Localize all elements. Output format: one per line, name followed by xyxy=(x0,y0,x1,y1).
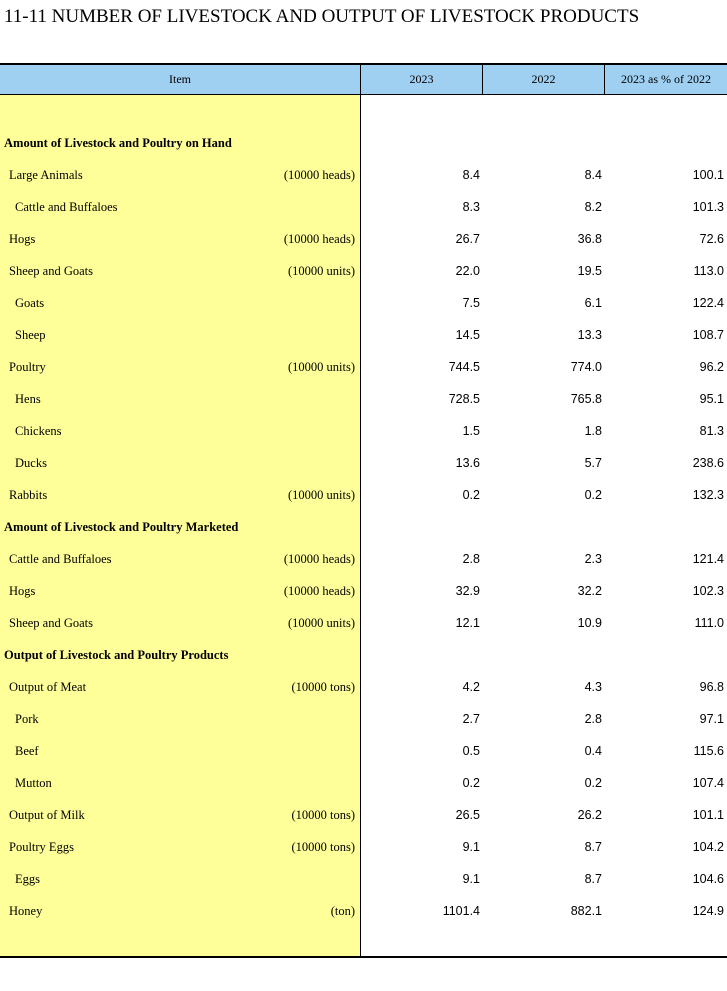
table-row xyxy=(0,223,727,255)
value-2023: 1.5 xyxy=(462,424,480,438)
row-unit: (10000 heads) xyxy=(283,232,355,246)
value-percent: 96.2 xyxy=(699,360,724,374)
value-2022: 13.3 xyxy=(577,328,602,342)
value-2022: 4.3 xyxy=(584,680,602,694)
value-2022: 36.8 xyxy=(577,232,602,246)
value-2023: 14.5 xyxy=(455,328,480,342)
row-unit: (10000 tons) xyxy=(291,680,355,694)
value-percent: 238.6 xyxy=(692,456,724,470)
row-label: Ducks xyxy=(15,456,47,470)
table-row xyxy=(0,863,727,895)
table-row xyxy=(0,159,727,191)
column-divider xyxy=(604,65,605,95)
row-unit: (10000 heads) xyxy=(283,552,355,566)
row-unit: (ton) xyxy=(330,904,355,918)
value-2023: 9.1 xyxy=(462,872,480,886)
table-row xyxy=(0,703,727,735)
table-row xyxy=(0,287,727,319)
row-label: Eggs xyxy=(15,872,40,886)
value-2023: 13.6 xyxy=(455,456,480,470)
row-label: Honey xyxy=(9,904,43,918)
header-item: Item xyxy=(169,72,191,86)
row-label: Rabbits xyxy=(9,488,48,502)
value-percent: 102.3 xyxy=(692,584,724,598)
row-label: Beef xyxy=(15,744,39,758)
row-unit: (10000 units) xyxy=(287,616,355,630)
row-unit: (10000 heads) xyxy=(283,168,355,182)
value-2022: 8.4 xyxy=(584,168,602,182)
row-label: Large Animals xyxy=(9,168,83,182)
row-label: Output of Meat xyxy=(9,680,87,694)
value-2023: 744.5 xyxy=(448,360,480,374)
table-row xyxy=(0,799,727,831)
value-percent: 96.8 xyxy=(699,680,724,694)
value-2023: 0.5 xyxy=(462,744,480,758)
table-row xyxy=(0,447,727,479)
value-percent: 101.3 xyxy=(692,200,724,214)
value-percent: 100.1 xyxy=(692,168,724,182)
value-2023: 2.7 xyxy=(462,712,480,726)
row-label: Sheep and Goats xyxy=(9,616,94,630)
table-row xyxy=(0,735,727,767)
value-2022: 1.8 xyxy=(584,424,602,438)
value-2022: 10.9 xyxy=(577,616,602,630)
header-2022: 2022 xyxy=(531,72,556,86)
value-2022: 8.7 xyxy=(584,872,602,886)
row-unit: (10000 units) xyxy=(287,264,355,278)
value-2022: 5.7 xyxy=(584,456,602,470)
livestock-table xyxy=(0,63,727,958)
row-label: Output of Livestock and Poultry Products xyxy=(4,648,229,662)
row-unit: (10000 heads) xyxy=(283,584,355,598)
value-2023: 8.3 xyxy=(462,200,480,214)
row-label: Goats xyxy=(15,296,45,310)
value-2023: 26.7 xyxy=(455,232,480,246)
value-2022: 882.1 xyxy=(570,904,602,918)
row-label: Cattle and Buffaloes xyxy=(15,200,118,214)
value-2023: 26.5 xyxy=(455,808,480,822)
value-2022: 0.4 xyxy=(584,744,602,758)
table-row xyxy=(0,831,727,863)
value-2022: 26.2 xyxy=(577,808,602,822)
value-percent: 124.9 xyxy=(692,904,724,918)
row-label: Chickens xyxy=(15,424,62,438)
table-row xyxy=(0,671,727,703)
section-row xyxy=(0,511,727,543)
table-row xyxy=(0,479,727,511)
row-label: Sheep xyxy=(15,328,46,342)
value-2022: 0.2 xyxy=(584,488,602,502)
section-row xyxy=(0,639,727,671)
row-label: Amount of Livestock and Poultry on Hand xyxy=(4,136,232,150)
row-label: Mutton xyxy=(15,776,52,790)
value-2023: 4.2 xyxy=(462,680,480,694)
table-row xyxy=(0,191,727,223)
value-percent: 101.1 xyxy=(692,808,724,822)
value-percent: 95.1 xyxy=(699,392,724,406)
value-2023: 1101.4 xyxy=(442,904,480,918)
value-percent: 122.4 xyxy=(692,296,724,310)
row-unit: (10000 tons) xyxy=(291,840,355,854)
value-percent: 108.7 xyxy=(692,328,724,342)
row-unit: (10000 units) xyxy=(287,488,355,502)
value-2023: 9.1 xyxy=(462,840,480,854)
table-header xyxy=(0,65,727,95)
row-label: Sheep and Goats xyxy=(9,264,94,278)
table-row xyxy=(0,575,727,607)
value-2023: 0.2 xyxy=(462,488,480,502)
value-percent: 121.4 xyxy=(692,552,724,566)
table-row xyxy=(0,767,727,799)
value-2023: 0.2 xyxy=(462,776,480,790)
value-percent: 97.1 xyxy=(699,712,724,726)
header-2023: 2023 xyxy=(409,72,434,86)
row-label: Poultry xyxy=(9,360,46,374)
value-2023: 32.9 xyxy=(455,584,480,598)
row-label: Pork xyxy=(15,712,39,726)
value-2022: 32.2 xyxy=(577,584,602,598)
table-row xyxy=(0,607,727,639)
row-label: Hogs xyxy=(9,232,36,246)
page-title: 11-11 NUMBER OF LIVESTOCK AND OUTPUT OF LIVESTOCK PRODUCTS xyxy=(4,6,640,27)
table-row xyxy=(0,543,727,575)
value-2022: 19.5 xyxy=(577,264,602,278)
row-unit: (10000 units) xyxy=(287,360,355,374)
value-2023: 7.5 xyxy=(462,296,480,310)
table-row xyxy=(0,319,727,351)
value-percent: 104.6 xyxy=(692,872,724,886)
value-2023: 12.1 xyxy=(455,616,480,630)
table-row xyxy=(0,895,727,927)
value-2022: 6.1 xyxy=(584,296,602,310)
value-2022: 774.0 xyxy=(570,360,602,374)
section-row xyxy=(0,127,727,159)
value-percent: 111.0 xyxy=(694,616,724,630)
value-2022: 8.7 xyxy=(584,840,602,854)
value-2023: 2.8 xyxy=(462,552,480,566)
row-label: Amount of Livestock and Poultry Marketed xyxy=(4,520,239,534)
table-row xyxy=(0,255,727,287)
value-2022: 2.8 xyxy=(584,712,602,726)
row-label: Hogs xyxy=(9,584,36,598)
value-percent: 81.3 xyxy=(699,424,724,438)
value-2022: 765.8 xyxy=(570,392,602,406)
value-2022: 8.2 xyxy=(584,200,602,214)
row-unit: (10000 tons) xyxy=(291,808,355,822)
value-2023: 22.0 xyxy=(455,264,480,278)
header-percent: 2023 as % of 2022 xyxy=(621,72,711,86)
value-2023: 728.5 xyxy=(448,392,480,406)
table-row xyxy=(0,415,727,447)
value-percent: 113.0 xyxy=(693,264,724,278)
table-row xyxy=(0,383,727,415)
row-label: Hens xyxy=(15,392,41,406)
column-divider xyxy=(482,65,483,95)
value-percent: 72.6 xyxy=(699,232,724,246)
value-2023: 8.4 xyxy=(462,168,480,182)
value-percent: 132.3 xyxy=(692,488,724,502)
value-percent: 104.2 xyxy=(692,840,724,854)
table-row xyxy=(0,351,727,383)
value-percent: 107.4 xyxy=(692,776,724,790)
row-label: Cattle and Buffaloes xyxy=(9,552,112,566)
value-2022: 0.2 xyxy=(584,776,602,790)
value-percent: 115.6 xyxy=(693,744,724,758)
value-2022: 2.3 xyxy=(584,552,602,566)
row-label: Poultry Eggs xyxy=(9,840,74,854)
row-label: Output of Milk xyxy=(9,808,85,822)
